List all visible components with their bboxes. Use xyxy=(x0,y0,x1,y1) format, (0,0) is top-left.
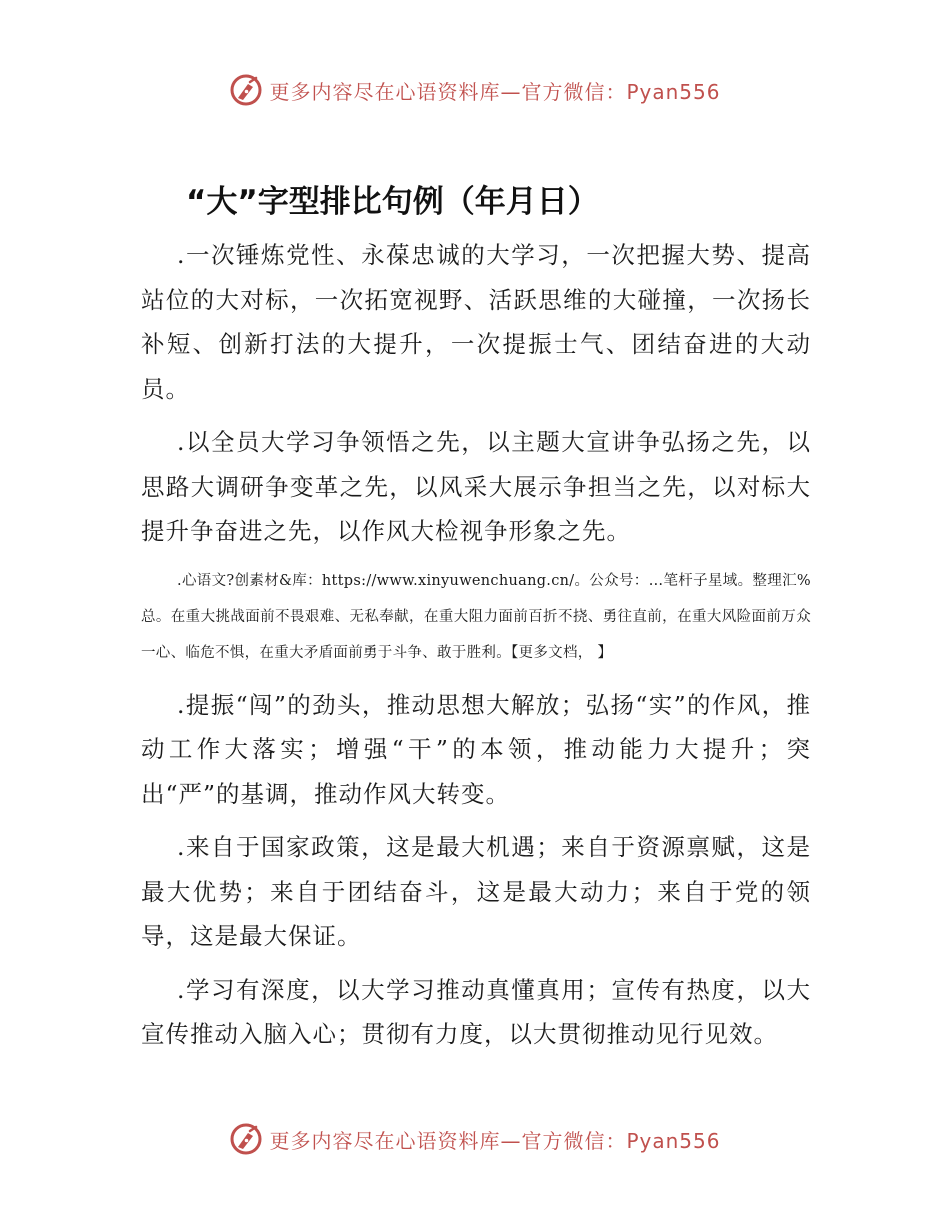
footer-banner-text: 更多内容尽在心语资料库—官方微信：Pyan556 xyxy=(269,1128,721,1153)
document-title: “大”字型排比句例（年月日） xyxy=(186,184,599,220)
document-body xyxy=(141,233,811,1066)
pen-nib-logo-icon xyxy=(229,73,263,107)
header-banner-text: 更多内容尽在心语资料库—官方微信：Pyan556 xyxy=(269,79,721,104)
paragraph-1: .一次锤炼党性、永葆忠诚的大学习，一次把握大势、提高站位的大对标，一次拓宽视野、活跃思维的大碰撞，一次扬长补短、创新打法的大提升，一次提振士气、团结奋进的大动员。 xyxy=(141,241,811,403)
pen-nib-logo-icon xyxy=(229,1122,263,1156)
paragraph-6: .学习有深度，以大学习推动真懂真用；宣传有热度，以大宣传推动入脑入心；贯彻有力度，以大贯彻推动见行见效。 xyxy=(141,975,811,1048)
footer-banner xyxy=(0,1119,950,1159)
paragraph-5: .来自于国家政策，这是最大机遇；来自于资源禀赋，这是最大优势；来自于团结奋斗，这是最大动力；来自于党的领导，这是最大保证。 xyxy=(141,833,811,950)
paragraph-2: .以全员大学习争领悟之先，以主题大宣讲争弘扬之先，以思路大调研争变革之先，以风采大展示争担当之先，以对标大提升争奋进之先，以作风大检视争形象之先。 xyxy=(141,428,811,545)
paragraph-3-source-note: .心语文?创素材&库：https://www.xinyuwenchuang.cn/。公众号：…笔杆子星域。整理汇%总。在重大挑战面前不畏艰难、无私奉献，在重大阻力面前百折不挠、勇往直前，在重大风险面前万众一心、临危不惧，在重大矛盾面前勇于斗争、敢于胜利。【更多文档， 】 xyxy=(141,572,811,661)
header-banner xyxy=(0,70,950,110)
paragraph-4: .提振“闯”的劲头，推动思想大解放；弘扬“实”的作风，推动工作大落实；增强“干”的本领，推动能力大提升；突出“严”的基调，推动作风大转变。 xyxy=(141,690,811,808)
